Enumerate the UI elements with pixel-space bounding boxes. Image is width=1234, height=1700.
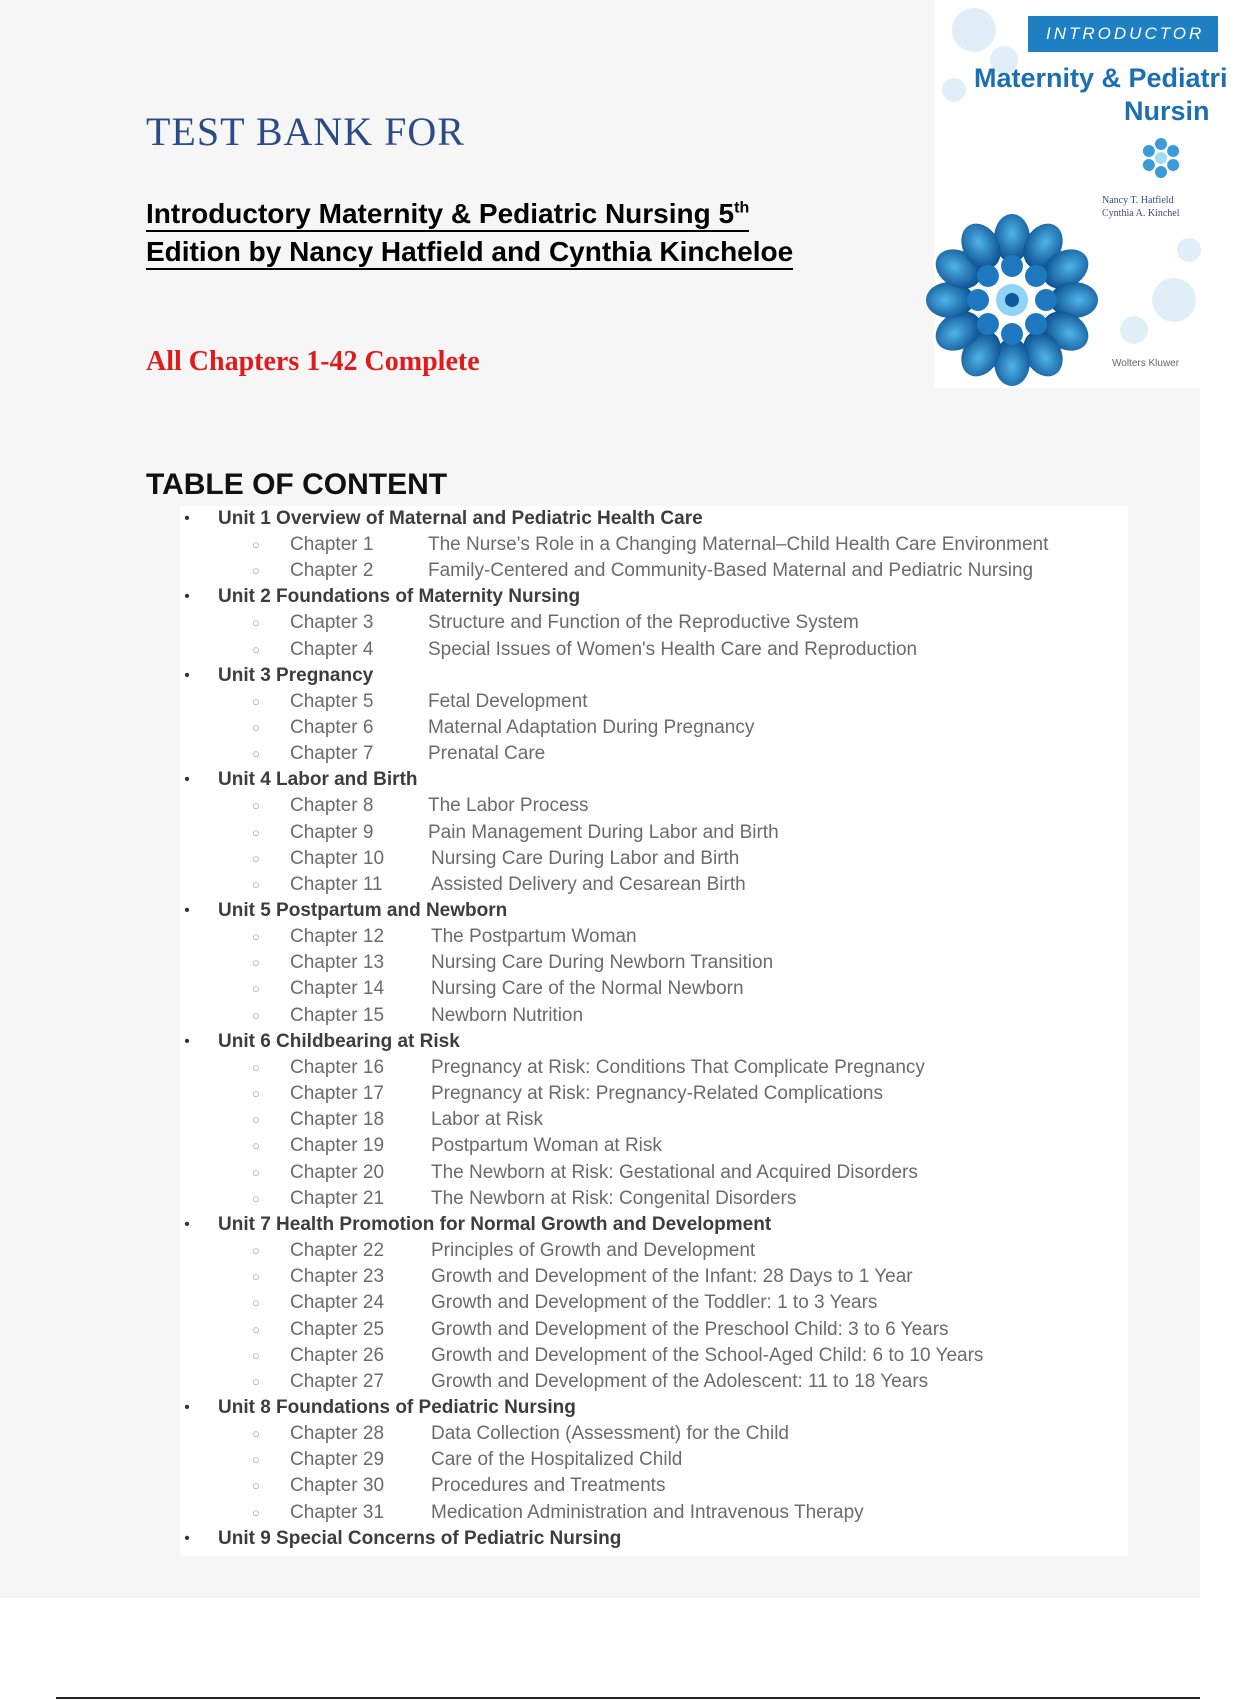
- circle-bullet-icon: ○: [252, 955, 260, 971]
- circle-bullet-icon: ○: [252, 850, 260, 866]
- toc-chapter: [180, 1317, 1128, 1343]
- circle-bullet-icon: ○: [252, 876, 260, 892]
- cover-author-1: Nancy T. Hatfield: [1102, 195, 1174, 206]
- chapter-title: Labor at Risk: [431, 1109, 543, 1131]
- unit-label: Unit 1 Overview of Maternal and Pediatric Health Care: [218, 508, 703, 529]
- circle-bullet-icon: ○: [252, 1059, 260, 1075]
- circle-bullet-icon: ○: [252, 1086, 260, 1101]
- chapter-title: Nursing Care of the Normal Newborn: [431, 978, 744, 1000]
- toc-chapter: [180, 1081, 1128, 1107]
- chapter-title: Growth and Development of the Toddler: 1 to 3 Years: [431, 1292, 878, 1314]
- chapter-title: Assisted Delivery and Cesarean Birth: [431, 873, 746, 895]
- chapter-title: The Labor Process: [428, 795, 589, 817]
- chapter-number: Chapter 16: [290, 1056, 385, 1078]
- toc-chapter: [180, 793, 1128, 819]
- chapter-number: Chapter 14: [290, 978, 385, 1000]
- toc-chapter: [180, 872, 1128, 898]
- chapter-number: Chapter 31: [290, 1501, 385, 1523]
- circle-bullet-icon: ○: [252, 1269, 260, 1285]
- book-title-line-2: Edition by Nancy Hatfield and Cynthia Kincheloe: [146, 236, 793, 270]
- chapter-number: Chapter 13: [290, 952, 385, 974]
- toc-list: [180, 506, 1128, 1552]
- bullet-icon: •: [184, 771, 190, 789]
- chapter-title: Growth and Development of the Preschool Child: 3 to 6 Years: [431, 1318, 949, 1340]
- circle-bullet-icon: ○: [252, 563, 260, 579]
- circle-bullet-icon: ○: [252, 1007, 260, 1023]
- circle-bullet-icon: ○: [252, 1321, 260, 1337]
- toc-chapter: [180, 976, 1128, 1002]
- toc-chapter: [180, 846, 1128, 872]
- chapter-title: Pregnancy at Risk: Conditions That Complicate Pregnancy: [431, 1056, 925, 1078]
- chapter-title: Newborn Nutrition: [431, 1004, 584, 1026]
- chapter-number: Chapter 8: [290, 795, 374, 817]
- unit-label: Unit 8 Foundations of Pediatric Nursing: [218, 1397, 576, 1419]
- chapter-number: Chapter 18: [290, 1109, 385, 1131]
- cover-title-line-2: Nursin: [1124, 96, 1210, 126]
- chapter-title: Nursing Care During Labor and Birth: [431, 847, 740, 869]
- toc-unit: [180, 1212, 1128, 1238]
- circle-bullet-icon: ○: [252, 824, 260, 840]
- chapter-title: Growth and Development of the Infant: 28 Days to 1 Year: [431, 1266, 913, 1288]
- chapter-number: Chapter 29: [290, 1449, 385, 1471]
- chapter-title: Fetal Development: [428, 690, 588, 712]
- chapter-title: Family-Centered and Community-Based Maternal and Pediatric Nursing: [428, 560, 1034, 582]
- circle-bullet-icon: ○: [252, 1504, 260, 1520]
- chapter-number: Chapter 5: [290, 690, 374, 712]
- toc-chapter: [180, 1264, 1128, 1290]
- unit-label: Unit 7 Health Promotion for Normal Growth and Development: [218, 1213, 772, 1235]
- chapter-number: Chapter 7: [290, 743, 374, 765]
- toc-chapter: [180, 1500, 1128, 1526]
- chapter-title: The Newborn at Risk: Congenital Disorders: [431, 1187, 797, 1209]
- chapter-title: Postpartum Woman at Risk: [431, 1135, 662, 1157]
- bullet-icon: •: [184, 1032, 190, 1050]
- chapter-title: Maternal Adaptation During Pregnancy: [428, 716, 755, 738]
- circle-bullet-icon: ○: [252, 1373, 260, 1389]
- book-title: [146, 190, 896, 271]
- unit-label: Unit 2 Foundations of Maternity Nursing: [218, 586, 581, 608]
- chapter-number: Chapter 12: [290, 926, 385, 948]
- circle-bullet-icon: ○: [252, 1164, 260, 1180]
- chapter-title: Nursing Care During Newborn Transition: [431, 952, 774, 974]
- toc-chapter: [180, 924, 1128, 950]
- chapter-number: Chapter 6: [290, 716, 374, 738]
- edition-superscript: th: [734, 200, 750, 217]
- toc-chapter: [180, 689, 1128, 715]
- unit-label: Unit 3 Pregnancy: [218, 664, 374, 686]
- toc-chapter: [180, 1238, 1128, 1264]
- cover-authors: [1102, 194, 1180, 220]
- toc-chapter: [180, 1369, 1128, 1395]
- circle-bullet-icon: ○: [252, 537, 260, 552]
- bullet-icon: •: [184, 588, 190, 606]
- toc-chapter: [180, 1290, 1128, 1316]
- toc-chapter: [180, 1003, 1128, 1029]
- chapter-number: Chapter 9: [290, 821, 374, 843]
- chapter-title: The Nurse's Role in a Changing Maternal–Child Health Care Environment: [428, 534, 1049, 555]
- chapter-number: Chapter 2: [290, 560, 374, 582]
- chapter-title: Growth and Development of the School-Aged Child: 6 to 10 Years: [431, 1344, 984, 1366]
- toc-chapter: [180, 637, 1128, 663]
- chapter-title: The Postpartum Woman: [431, 926, 637, 948]
- circle-bullet-icon: ○: [252, 929, 260, 945]
- toc-chapter: [180, 950, 1128, 976]
- toc-chapter: [180, 820, 1128, 846]
- toc-chapter: [180, 715, 1128, 741]
- cover-series-band: INTRODUCTOR: [1028, 16, 1218, 52]
- chapter-title: Growth and Development of the Adolescent: 11 to 18 Years: [431, 1370, 929, 1392]
- chapter-number: Chapter 3: [290, 612, 374, 634]
- chapter-number: Chapter 23: [290, 1266, 385, 1288]
- chapter-number: Chapter 20: [290, 1161, 385, 1183]
- circle-bullet-icon: ○: [252, 981, 260, 997]
- chapter-title: The Newborn at Risk: Gestational and Acquired Disorders: [431, 1161, 918, 1183]
- chapter-title: Data Collection (Assessment) for the Child: [431, 1423, 789, 1445]
- circle-bullet-icon: ○: [252, 1242, 260, 1258]
- chapter-title: Principles of Growth and Development: [431, 1239, 756, 1261]
- circle-bullet-icon: ○: [252, 1138, 260, 1154]
- toc-heading: TABLE OF CONTENT: [146, 468, 448, 501]
- toc-chapter: [180, 1473, 1128, 1499]
- chapter-title: Prenatal Care: [428, 743, 546, 765]
- toc-chapter: [180, 1186, 1128, 1212]
- book-cover-image: [934, 0, 1228, 388]
- circle-bullet-icon: ○: [252, 1295, 260, 1311]
- bullet-icon: •: [184, 1399, 190, 1417]
- book-title-line-1-text: Introductory Maternity & Pediatric Nursing 5: [146, 198, 735, 230]
- toc-chapter: [180, 1421, 1128, 1447]
- circle-bullet-icon: ○: [252, 719, 260, 735]
- footer-divider: [56, 1697, 1200, 1699]
- bullet-icon: •: [184, 1215, 190, 1233]
- chapter-number: Chapter 11: [290, 873, 383, 895]
- circle-bullet-icon: ○: [252, 798, 260, 814]
- toc-chapter: [180, 1107, 1128, 1133]
- chapter-title: Care of the Hospitalized Child: [431, 1449, 683, 1471]
- chapter-number: Chapter 4: [290, 638, 374, 660]
- chapter-number: Chapter 15: [290, 1004, 385, 1026]
- chapter-title: Special Issues of Women's Health Care and Reproduction: [428, 638, 918, 660]
- chapter-number: Chapter 1: [290, 534, 374, 555]
- bullet-icon: •: [184, 902, 190, 920]
- circle-bullet-icon: ○: [252, 1347, 260, 1363]
- toc-unit: [180, 1526, 1128, 1552]
- toc-unit: [180, 767, 1128, 793]
- chapter-title: Medication Administration and Intravenous Therapy: [431, 1501, 864, 1523]
- chapter-title: Pregnancy at Risk: Pregnancy-Related Complications: [431, 1083, 883, 1104]
- toc-unit: [180, 663, 1128, 689]
- toc-chapter: [180, 610, 1128, 636]
- chapter-number: Chapter 30: [290, 1475, 385, 1497]
- book-title-line-1: [146, 198, 749, 232]
- toc-chapter: [180, 1343, 1128, 1369]
- circle-bullet-icon: ○: [252, 641, 260, 657]
- unit-label: Unit 5 Postpartum and Newborn: [218, 900, 508, 922]
- circle-bullet-icon: ○: [252, 746, 260, 762]
- toc-chapter: [180, 1133, 1128, 1159]
- all-chapters-note: All Chapters 1-42 Complete: [146, 346, 480, 377]
- bullet-icon: •: [184, 510, 190, 527]
- cover-publisher: Wolters Kluwer: [1112, 358, 1180, 369]
- cover-title: [974, 62, 1234, 128]
- circle-bullet-icon: ○: [252, 1190, 260, 1206]
- toc-chapter: [180, 741, 1128, 767]
- toc-chapter: [180, 1447, 1128, 1473]
- toc-chapter: [180, 1160, 1128, 1186]
- toc-chapter: [180, 1055, 1128, 1081]
- circle-bullet-icon: ○: [252, 1452, 260, 1468]
- chapter-number: Chapter 26: [290, 1344, 385, 1366]
- toc-chapter: [180, 532, 1128, 558]
- chapter-title: Structure and Function of the Reproductive System: [428, 612, 859, 634]
- circle-bullet-icon: ○: [252, 1112, 260, 1128]
- circle-bullet-icon: ○: [252, 1478, 260, 1494]
- unit-label: Unit 9 Special Concerns of Pediatric Nursing: [218, 1527, 622, 1549]
- circle-bullet-icon: ○: [252, 1426, 260, 1442]
- chapter-number: Chapter 17: [290, 1083, 385, 1104]
- toc-unit: [180, 898, 1128, 924]
- chapter-number: Chapter 25: [290, 1318, 385, 1340]
- toc-unit: [180, 584, 1128, 610]
- toc-unit: [180, 1029, 1128, 1055]
- bullet-icon: •: [184, 1529, 190, 1547]
- cover-author-2: Cynthia A. Kinchel: [1102, 208, 1180, 219]
- test-bank-heading: TEST BANK FOR: [146, 109, 465, 154]
- circle-bullet-icon: ○: [252, 693, 260, 709]
- cover-title-line-1: Maternity & Pediatri: [974, 63, 1228, 93]
- toc-unit: [180, 506, 1128, 532]
- bullet-icon: •: [184, 666, 190, 684]
- toc-chapter: [180, 558, 1128, 584]
- unit-label: Unit 4 Labor and Birth: [218, 769, 418, 791]
- chapter-number: Chapter 28: [290, 1423, 385, 1445]
- chapter-number: Chapter 10: [290, 847, 385, 869]
- unit-label: Unit 6 Childbearing at Risk: [218, 1030, 460, 1052]
- chapter-number: Chapter 21: [290, 1187, 385, 1209]
- chapter-title: Procedures and Treatments: [431, 1475, 666, 1497]
- chapter-number: Chapter 24: [290, 1292, 385, 1314]
- toc-unit: [180, 1395, 1128, 1421]
- chapter-number: Chapter 22: [290, 1239, 385, 1261]
- chapter-number: Chapter 19: [290, 1135, 385, 1157]
- chapter-number: Chapter 27: [290, 1370, 385, 1392]
- chapter-title: Pain Management During Labor and Birth: [428, 821, 779, 843]
- circle-bullet-icon: ○: [252, 615, 260, 631]
